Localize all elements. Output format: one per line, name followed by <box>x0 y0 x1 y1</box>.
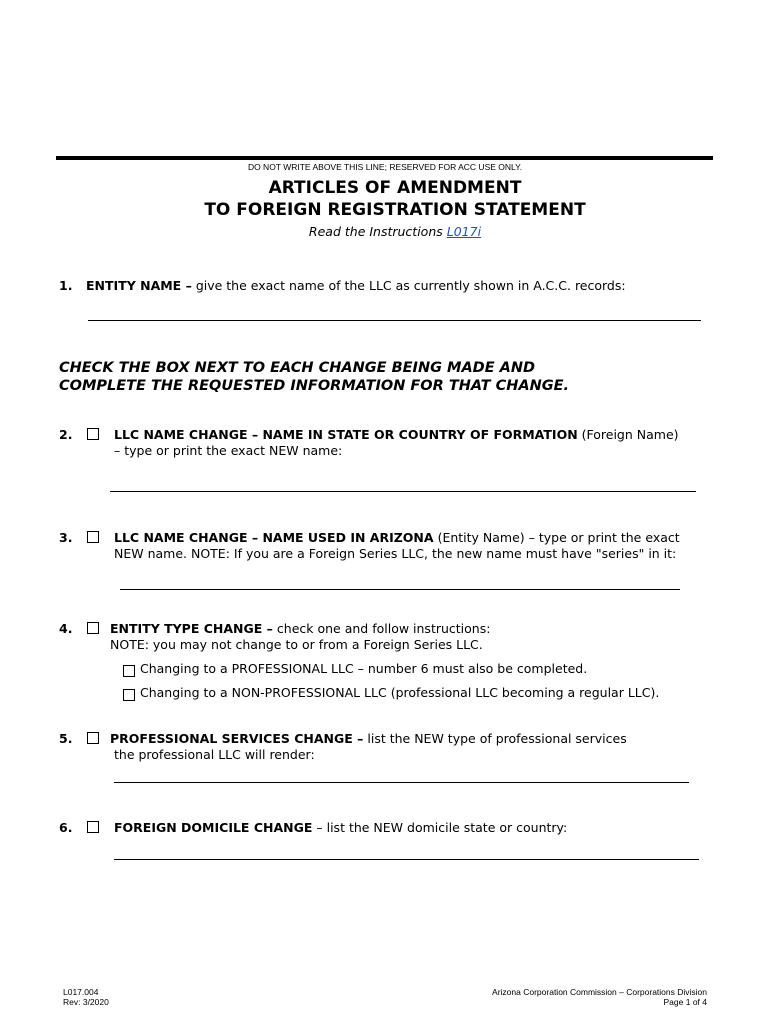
non-professional-llc-checkbox[interactable] <box>123 689 135 701</box>
item2-number: 2. <box>59 427 73 442</box>
entity-name-field[interactable] <box>88 320 701 321</box>
top-divider <box>56 156 713 160</box>
item6-number: 6. <box>59 820 73 835</box>
item2-text <box>114 427 679 442</box>
professional-llc-checkbox[interactable] <box>123 665 135 677</box>
item6-instruction: – list the NEW domicile state or country: <box>316 820 568 835</box>
footer-left <box>63 987 109 1007</box>
page-number: Page 1 of 4 <box>663 997 707 1007</box>
item2-instruction: (Foreign Name) <box>581 427 679 442</box>
item3-line2: NEW name. NOTE: If you are a Foreign Series LLC, the new name must have "series" in it: <box>114 546 677 561</box>
agency-name: Arizona Corporation Commission – Corporations Division <box>492 987 707 997</box>
non-professional-llc-option: Changing to a NON-PROFESSIONAL LLC (professional LLC becoming a regular LLC). <box>140 685 660 700</box>
check-heading-line1: CHECK THE BOX NEXT TO EACH CHANGE BEING MADE AND <box>59 360 536 376</box>
form-title-line1: ARTICLES OF AMENDMENT <box>268 178 522 198</box>
item2-line2: – type or print the exact NEW name: <box>114 443 343 458</box>
item5-text <box>110 731 627 746</box>
item4-line2: NOTE: you may not change to or from a Foreign Series LLC. <box>110 637 483 652</box>
item4-number: 4. <box>59 621 73 636</box>
item4-label: ENTITY TYPE CHANGE – <box>110 621 273 636</box>
item3-number: 3. <box>59 530 73 545</box>
professional-llc-option: Changing to a PROFESSIONAL LLC – number 6 must also be completed. <box>140 661 588 676</box>
instructions-note <box>0 224 770 239</box>
check-heading-line2: COMPLETE THE REQUESTED INFORMATION FOR THAT CHANGE. <box>59 378 570 394</box>
form-code: L017.004 <box>63 987 99 997</box>
item5-line2: the professional LLC will render: <box>114 747 315 762</box>
professional-services-field[interactable] <box>114 782 689 783</box>
item1-number: 1. <box>59 278 73 293</box>
item2-checkbox[interactable] <box>87 428 99 440</box>
instructions-prefix: Read the Instructions <box>308 224 443 239</box>
item6-label: FOREIGN DOMICILE CHANGE <box>114 820 313 835</box>
footer-right <box>492 987 707 1007</box>
llc-arizona-name-field[interactable] <box>120 589 680 590</box>
revision-date: Rev: 3/2020 <box>63 997 109 1007</box>
item5-number: 5. <box>59 731 73 746</box>
reserved-note: DO NOT WRITE ABOVE THIS LINE; RESERVED FOR ACC USE ONLY. <box>247 162 523 172</box>
item3-checkbox[interactable] <box>87 531 99 543</box>
item6-text <box>114 820 567 835</box>
item5-label: PROFESSIONAL SERVICES CHANGE – <box>110 731 364 746</box>
item1-instruction: give the exact name of the LLC as currently shown in A.C.C. records: <box>195 278 626 293</box>
item1-label: ENTITY NAME – <box>86 278 192 293</box>
item4-text <box>110 621 490 636</box>
form-title-line2: TO FOREIGN REGISTRATION STATEMENT <box>204 200 586 220</box>
item2-label: LLC NAME CHANGE – NAME IN STATE OR COUNTRY OF FORMATION <box>114 427 578 442</box>
llc-foreign-name-field[interactable] <box>110 491 696 492</box>
instructions-link[interactable]: L017i <box>446 224 482 239</box>
foreign-domicile-field[interactable] <box>114 859 699 860</box>
item4-instruction: check one and follow instructions: <box>276 621 491 636</box>
item1-text <box>86 278 626 293</box>
item5-checkbox[interactable] <box>87 732 99 744</box>
item3-label: LLC NAME CHANGE – NAME USED IN ARIZONA <box>114 530 434 545</box>
item5-instruction: list the NEW type of professional services <box>367 731 627 746</box>
item3-text <box>114 530 680 545</box>
item6-checkbox[interactable] <box>87 821 99 833</box>
item4-checkbox[interactable] <box>87 622 99 634</box>
item3-instruction: (Entity Name) – type or print the exact <box>437 530 680 545</box>
